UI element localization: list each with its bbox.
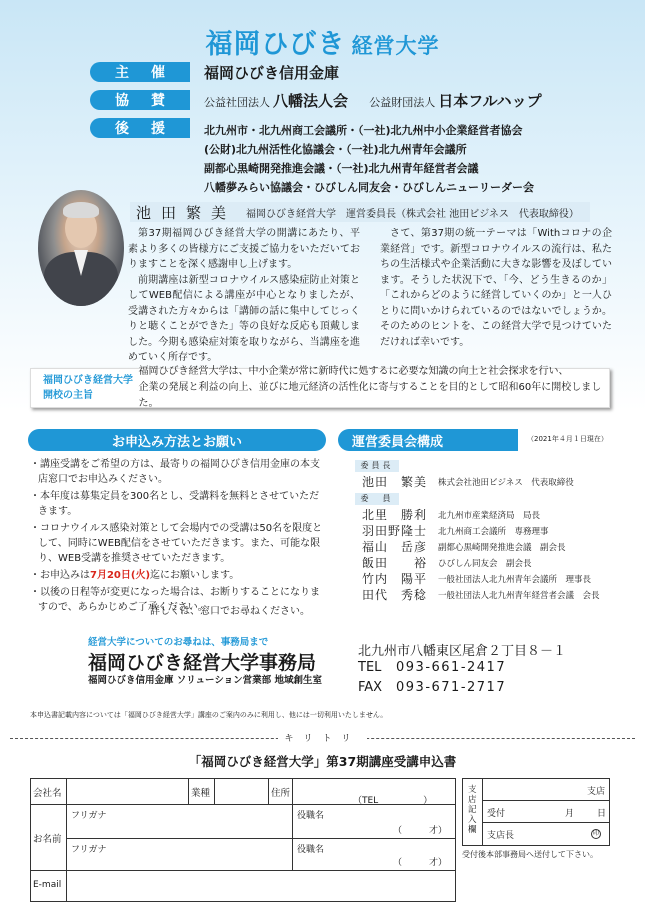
chair-label: 委員長: [355, 460, 399, 472]
list-item: ・本年度は募集定員を300名とし、受講料を無料とさせていただきます。: [30, 491, 320, 517]
contact-lead: 経営大学についてのお尋ねは、事務局まで: [88, 637, 269, 648]
sponsor-row: [90, 61, 339, 83]
contact-tel: TEL 093-661-2417: [358, 660, 507, 675]
cut-line: キリトリ: [0, 733, 645, 743]
sponsor-tag: 主 催: [90, 62, 190, 82]
company-field[interactable]: [67, 779, 189, 805]
support-list: [204, 121, 534, 197]
list-item: ・講座受講をご希望の方は、最寄りの福岡ひびき信用金庫の本支店窓口でお申込みください。: [30, 459, 320, 485]
age-field: （ 才）: [392, 858, 447, 868]
greeting-paragraph: さて、第37期の統一テーマは「Withコロナの企業経営」です。新型コロナウイルスの流行は、私たちの生活様式や企業活動に大きな影響を及ぼしています。そうした状況下で、「今、どう生きるのか」「これからどのように経営していくのか」と一人ひとりに問いかけられているのではないでしょうか。そのためのヒントを、この経営大学で見つけていただければ幸いです。: [380, 228, 612, 348]
committee-member: 田代 秀稔 一般社団法人北九州青年経営者会議 会長: [362, 588, 600, 602]
furigana-field[interactable]: フリガナ: [67, 805, 293, 839]
greeting-right: [380, 226, 612, 350]
email-label: E-mail: [31, 871, 67, 901]
greeting-paragraph: 前期講座は新型コロナウイルス感染症防止対策としてWEB配信による講座が中心となりましたが、受講された方々からは「講師の話に集中してじっくりと聴くことができた」等の良好な反応も頂戴しました。今期も感染症対策を取りながら、当講座を進めていく所存です。: [128, 274, 360, 363]
privacy-note: 本申込書記載内容については「福岡ひびき経営大学」講座のご案内のみに利用し、他には一切利用いたしません。: [30, 711, 388, 719]
name-label: お名前: [31, 805, 67, 871]
application-form: [30, 778, 456, 902]
chairman-title: 福岡ひびき経営大学 運営委員長（株式会社 池田ビジネス 代表取締役）: [246, 208, 579, 220]
cosponsor-names: 公益社団法人 八幡法人会 公益財団法人 日本フルハップ: [204, 91, 542, 110]
cosponsor-tag: 協 賛: [90, 90, 190, 110]
support-line: 八幡夢みらい協議会・ひびしん同友会・ひびしんニューリーダー会: [204, 181, 534, 194]
title-sub: 経営大学: [351, 34, 440, 58]
purpose-box: [30, 368, 610, 408]
sponsor-name: 福岡ひびき信用金庫: [204, 63, 340, 82]
contact-address: 北九州市八幡東区尾倉２丁目８－１: [358, 644, 567, 659]
title-main: 福岡ひびき: [205, 29, 346, 60]
support-line: (公財)北九州活性化協議会・（一社)北九州青年会議所: [204, 143, 467, 156]
committee-member: 羽田野隆士 北九州商工会議所 専務理事: [362, 524, 549, 538]
deadline-date: 7月20日(火): [90, 570, 151, 581]
manager-field[interactable]: 支店長 印: [487, 830, 599, 841]
seal-icon: 印: [592, 830, 599, 837]
member-label: 委 員: [355, 493, 399, 505]
support-row: [90, 117, 190, 139]
office-footer: 受付後本部事務局へ送付して下さい。: [462, 850, 598, 859]
industry-field[interactable]: [215, 779, 269, 805]
page-title: [0, 22, 645, 61]
chairman-name: 池田繁美: [136, 203, 237, 222]
details-note: 詳しくは、窓口でお尋ねください。: [150, 606, 310, 617]
committee-member: 福山 岳彦 副都心黒崎開発推進会議 副会長: [362, 540, 566, 554]
position-field[interactable]: 役職名 （ 才）: [293, 839, 455, 871]
position-field[interactable]: 役職名 （ 才）: [293, 805, 455, 839]
contact-fax: FAX 093-671-2717: [358, 680, 507, 695]
list-item: ・以後の日程等が変更になった場合は、お断りすることになりますので、あらかじめご了承ください。: [30, 587, 320, 613]
cosponsor-row: [90, 89, 542, 111]
greeting-left: [128, 226, 360, 366]
contact-name: 福岡ひびき経営大学事務局: [88, 652, 317, 674]
support-line: 副都心黒崎開発推進会議・（一社)北九州青年経営者会議: [204, 162, 479, 175]
office-box: [462, 778, 610, 846]
purpose-tag: 福岡ひびき経営大学 開校の主旨: [43, 375, 133, 401]
committee-date: （2021年４月１日現在）: [527, 435, 608, 443]
office-label: 支店記入欄: [463, 779, 483, 845]
greeting-paragraph: 第37期福岡ひびき経営大学の開講にあたり、平素より多くの皆様方にご支援ご協力をいただいておりますことを深く感謝申し上げます。: [128, 228, 360, 270]
industry-label: 業種: [189, 779, 215, 805]
committee-member: 竹内 陽平 一般社団法人北九州青年会議所 理事長: [362, 572, 592, 586]
support-tag: 後 援: [90, 118, 190, 138]
furigana-field[interactable]: フリガナ: [67, 839, 293, 871]
apply-list: [30, 457, 325, 617]
list-item: ・お申込みは7月20日(火)迄にお願いします。: [30, 570, 240, 581]
list-item: ・コロナウイルス感染対策として会場内での受講は50名を限度として、同時にWEB配信をさせていただきます。また、可能な限り、WEB受講を推奨させていただきます。: [30, 523, 323, 564]
address-label: 住所: [269, 779, 293, 805]
support-line: 北九州市・北九州商工会議所・（一社)北九州中小企業経営者協会: [204, 124, 523, 137]
apply-heading: お申込み方法とお願い: [28, 429, 326, 451]
received-field[interactable]: 受付 月 日: [483, 801, 609, 823]
company-label: 会社名: [31, 779, 67, 805]
email-field[interactable]: [67, 871, 455, 901]
chairman-name-bar: [130, 202, 590, 222]
age-field: （ 才）: [392, 826, 447, 836]
address-field[interactable]: （TEL ）: [293, 779, 455, 805]
form-title: 「福岡ひびき経営大学」第37期講座受講申込書: [188, 754, 457, 769]
purpose-text: 福岡ひびき経営大学は、中小企業が常に新時代に処するに必要な知識の向上と社会探求を行い、 企業の発展と利益の向上、並びに地元経済の活性化に寄与することを目的として昭和60年に開校しました。: [138, 366, 602, 409]
contact-sub: 福岡ひびき信用金庫 ソリューション営業部 地域創生室: [88, 675, 322, 686]
committee-member: 池田 繁美 株式会社池田ビジネス 代表取締役: [362, 475, 574, 489]
committee-member: 飯田 裕 ひびしん同友会 副会長: [362, 556, 532, 570]
committee-member: 北里 勝利 北九州市産業経済局 局長: [362, 508, 541, 522]
chairman-photo: [38, 190, 124, 306]
branch-field[interactable]: 支店: [483, 779, 609, 801]
committee-heading: 運営委員会構成: [338, 429, 518, 451]
